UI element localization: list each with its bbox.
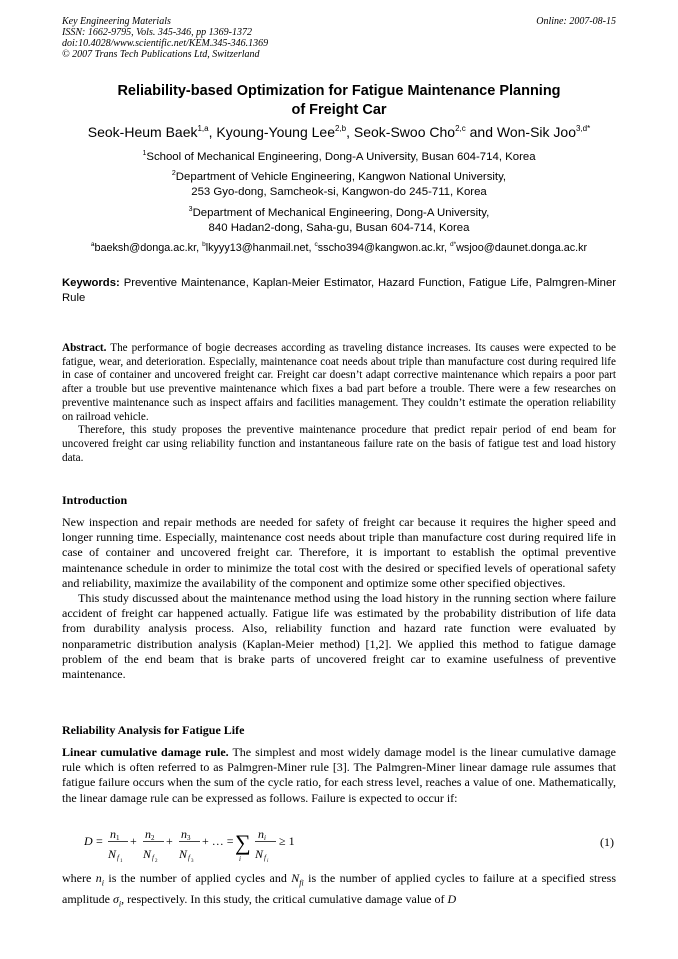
variable-sigma: σ	[113, 892, 119, 907]
text-run: is the number of applied cycles and	[103, 871, 292, 885]
email-superscript: b	[202, 241, 206, 248]
svg-text:f: f	[117, 854, 119, 862]
abstract-paragraph-1: The performance of bogie decreases according as traveling distance increases. Its causes were expected to be fatigue, wear, and deterioration. Especially, maintenance coat needs about triple than manufacture cost during required life in case of container and uncovered freight car. Freight car doesn’t adapt corrective maintenance which repairs a poor part after a trouble but use preventive maintenance which fixes a bad part before a trouble. There were a few researches on preventive maintenance such as inspect affairs and facilities management. They couldn’t estimate the operation reliability on railroad vehicle.	[62, 342, 616, 423]
introduction-heading: Introduction	[62, 493, 128, 507]
svg-text:3: 3	[191, 859, 194, 864]
affiliation-text: School of Mechanical Engineering, Dong-A University, Busan 604-714, Korea	[146, 151, 536, 163]
email-link[interactable]: baeksh@donga.ac.kr	[94, 242, 197, 254]
affiliation-text: 840 Hadan2-dong, Saha-gu, Busan 604-714, Korea	[208, 222, 470, 234]
affiliation-1	[62, 150, 616, 165]
abstract	[62, 342, 616, 465]
introduction-body	[62, 515, 616, 682]
svg-text:n: n	[258, 827, 264, 841]
svg-text:n: n	[181, 827, 187, 841]
journal-header	[62, 16, 616, 60]
title-line-2: of Freight Car	[291, 102, 387, 118]
svg-text:+: +	[130, 834, 137, 848]
author-name: Kyoung-Young Lee	[216, 124, 335, 140]
svg-text:i: i	[239, 855, 241, 863]
author-superscript: 2,c	[455, 124, 466, 133]
affiliation-number: 2	[171, 170, 176, 177]
author-list	[62, 123, 616, 141]
copyright-line: © 2007 Trans Tech Publications Ltd, Switzerland	[62, 49, 260, 60]
svg-text:n: n	[110, 827, 116, 841]
email-link[interactable]: lkyyy13@hanmail.net	[205, 242, 309, 254]
issn-line: ISSN: 1662-9795, Vols. 345-346, pp 1369-1372	[62, 27, 252, 38]
svg-text:2: 2	[151, 834, 155, 842]
svg-text:f: f	[264, 854, 266, 862]
text-run: is the number of applied cycles to failure at a specified stress amplitude	[62, 871, 616, 907]
svg-text:N: N	[143, 847, 152, 861]
abstract-paragraph-2: Therefore, this study proposes the preventive maintenance procedure that predict repair period of end beam for uncovered freight car using reliability function and instantaneous failure rate on the basis of fatigue test and load history data.	[62, 424, 616, 464]
affiliation-number: 1	[142, 150, 147, 157]
author-name: Seok-Swoo Cho	[353, 124, 456, 140]
variable-subscript: i	[118, 899, 122, 909]
svg-text:f: f	[188, 854, 190, 862]
email-link[interactable]: wsjoo@daunet.donga.ac.kr	[456, 242, 588, 254]
svg-text:1: 1	[120, 859, 123, 864]
online-date: Online: 2007-08-15	[536, 16, 616, 27]
svg-text:N: N	[255, 847, 264, 861]
affiliation-number: 3	[188, 206, 193, 213]
email-link[interactable]: sscho394@kangwon.ac.kr	[317, 242, 444, 254]
svg-text:i: i	[264, 834, 266, 842]
author-separator: and	[465, 124, 497, 140]
svg-text:2: 2	[155, 859, 158, 864]
svg-text:1: 1	[116, 834, 120, 842]
author-name: Won-Sik Joo	[496, 124, 576, 140]
keywords-label: Keywords:	[62, 277, 120, 289]
affiliation-text: 253 Gyo-dong, Samcheok-si, Kangwon-do 245-711, Korea	[191, 186, 487, 198]
svg-text:+ … =: + … =	[202, 834, 234, 848]
variable-D: D	[447, 892, 457, 907]
subsection-label: Linear cumulative damage rule.	[62, 745, 229, 759]
affiliation-3	[62, 206, 616, 236]
equation-graphic	[84, 826, 344, 866]
svg-text:=: =	[96, 834, 103, 848]
keywords	[62, 276, 616, 306]
variable-N: N	[291, 871, 300, 885]
variable-subscript: fi	[299, 878, 304, 888]
svg-text:≥ 1: ≥ 1	[279, 834, 295, 848]
equation-number: (1)	[600, 835, 614, 849]
reliability-paragraph-2	[62, 870, 616, 913]
svg-text:i: i	[267, 859, 269, 864]
affiliation-text: Department of Mechanical Engineering, Dong-A University,	[192, 207, 490, 219]
author-superscript: 3,d*	[575, 124, 591, 133]
author-superscript: 2,b	[334, 124, 347, 133]
author-separator: ,	[208, 124, 217, 140]
svg-text:n: n	[145, 827, 151, 841]
variable-subscript: i	[101, 878, 104, 888]
svg-text:∑: ∑	[235, 830, 251, 855]
affiliation-text: Department of Vehicle Engineering, Kangwon National University,	[175, 171, 507, 183]
svg-text:N: N	[179, 847, 188, 861]
svg-text:N: N	[108, 847, 117, 861]
email-superscript: c	[314, 241, 318, 248]
email-list: $^a$baeksh@donga.ac.kr, $^b$lkyyy13@hanmail.net, $^c$sscho394@kangwon.ac.kr, $^{d*}$wsjoo@daunet.donga.ac.kr	[90, 241, 588, 254]
introduction-paragraph-2: This study discussed about the maintenance method using the load history in the running section where failure accident of freight car happened actually. Fatigue life was estimated by the probability distribution of life data from durability analysis process. Also, reliability function and hazard rate function were evaluated by nonparametric distribution analysis (Kaplan-Meier method) [1,2]. We applied this method to fatigue damage problem of the end beam that is brake parts of uncovered freight car to examine usefulness of preventive maintenance.	[62, 591, 616, 682]
author-superscript: 1,a	[197, 124, 209, 133]
svg-text:D: D	[84, 834, 93, 848]
title-line-1: Reliability-based Optimization for Fatigue Maintenance Planning	[117, 83, 561, 99]
keywords-text: Preventive Maintenance, Kaplan-Meier Estimator, Hazard Function, Fatigue Life, Palmgren-Miner Rule	[62, 277, 617, 304]
email-superscript: d*	[449, 241, 457, 248]
svg-text:f: f	[152, 854, 154, 862]
svg-text:+: +	[166, 834, 173, 848]
introduction-paragraph-1: New inspection and repair methods are needed for safety of freight car because it requires the higher speed and longer running time. Especially, maintenance cost needs about triple than manufacture cost during required life in case of container and uncovered freight car. Therefore, it is important to establish the optimal preventive maintenance schedule in order to minimize the total cost with the desired or specified levels of operational safety and reliability, maximize the availability of the component and optimize some other specified objectives.	[62, 515, 616, 590]
text-run: , respectively. In this study, the critical cumulative damage value of	[121, 892, 448, 907]
paper-title	[62, 82, 616, 120]
doi-line: doi:10.4028/www.scientific.net/KEM.345-346.1369	[62, 38, 269, 49]
author-name: Seok-Heum Baek	[87, 124, 198, 140]
email-superscript: a	[90, 241, 95, 248]
affiliation-2	[62, 170, 616, 200]
reliability-body	[62, 745, 616, 806]
author-separator: ,	[346, 124, 354, 140]
equation-1	[62, 826, 616, 866]
text-run: where	[62, 871, 96, 885]
reliability-heading: Reliability Analysis for Fatigue Life	[62, 723, 245, 737]
journal-name: Key Engineering Materials	[62, 16, 171, 27]
svg-text:3: 3	[187, 834, 191, 842]
reliability-paragraph-1: The simplest and most widely damage model is the linear cumulative damage rule which is often referred to as Palmgren-Miner rule [3]. The Palmgren-Miner linear damage rule assumes that fatigue failure occurs when the sum of the cycle ratio, for each stress level, reaches a value of one. Mathematically, the linear damage rule can be expressed as follows. Failure is expected to occur if:	[62, 745, 616, 805]
abstract-label: Abstract.	[62, 342, 107, 354]
variable-n: n	[95, 871, 102, 885]
